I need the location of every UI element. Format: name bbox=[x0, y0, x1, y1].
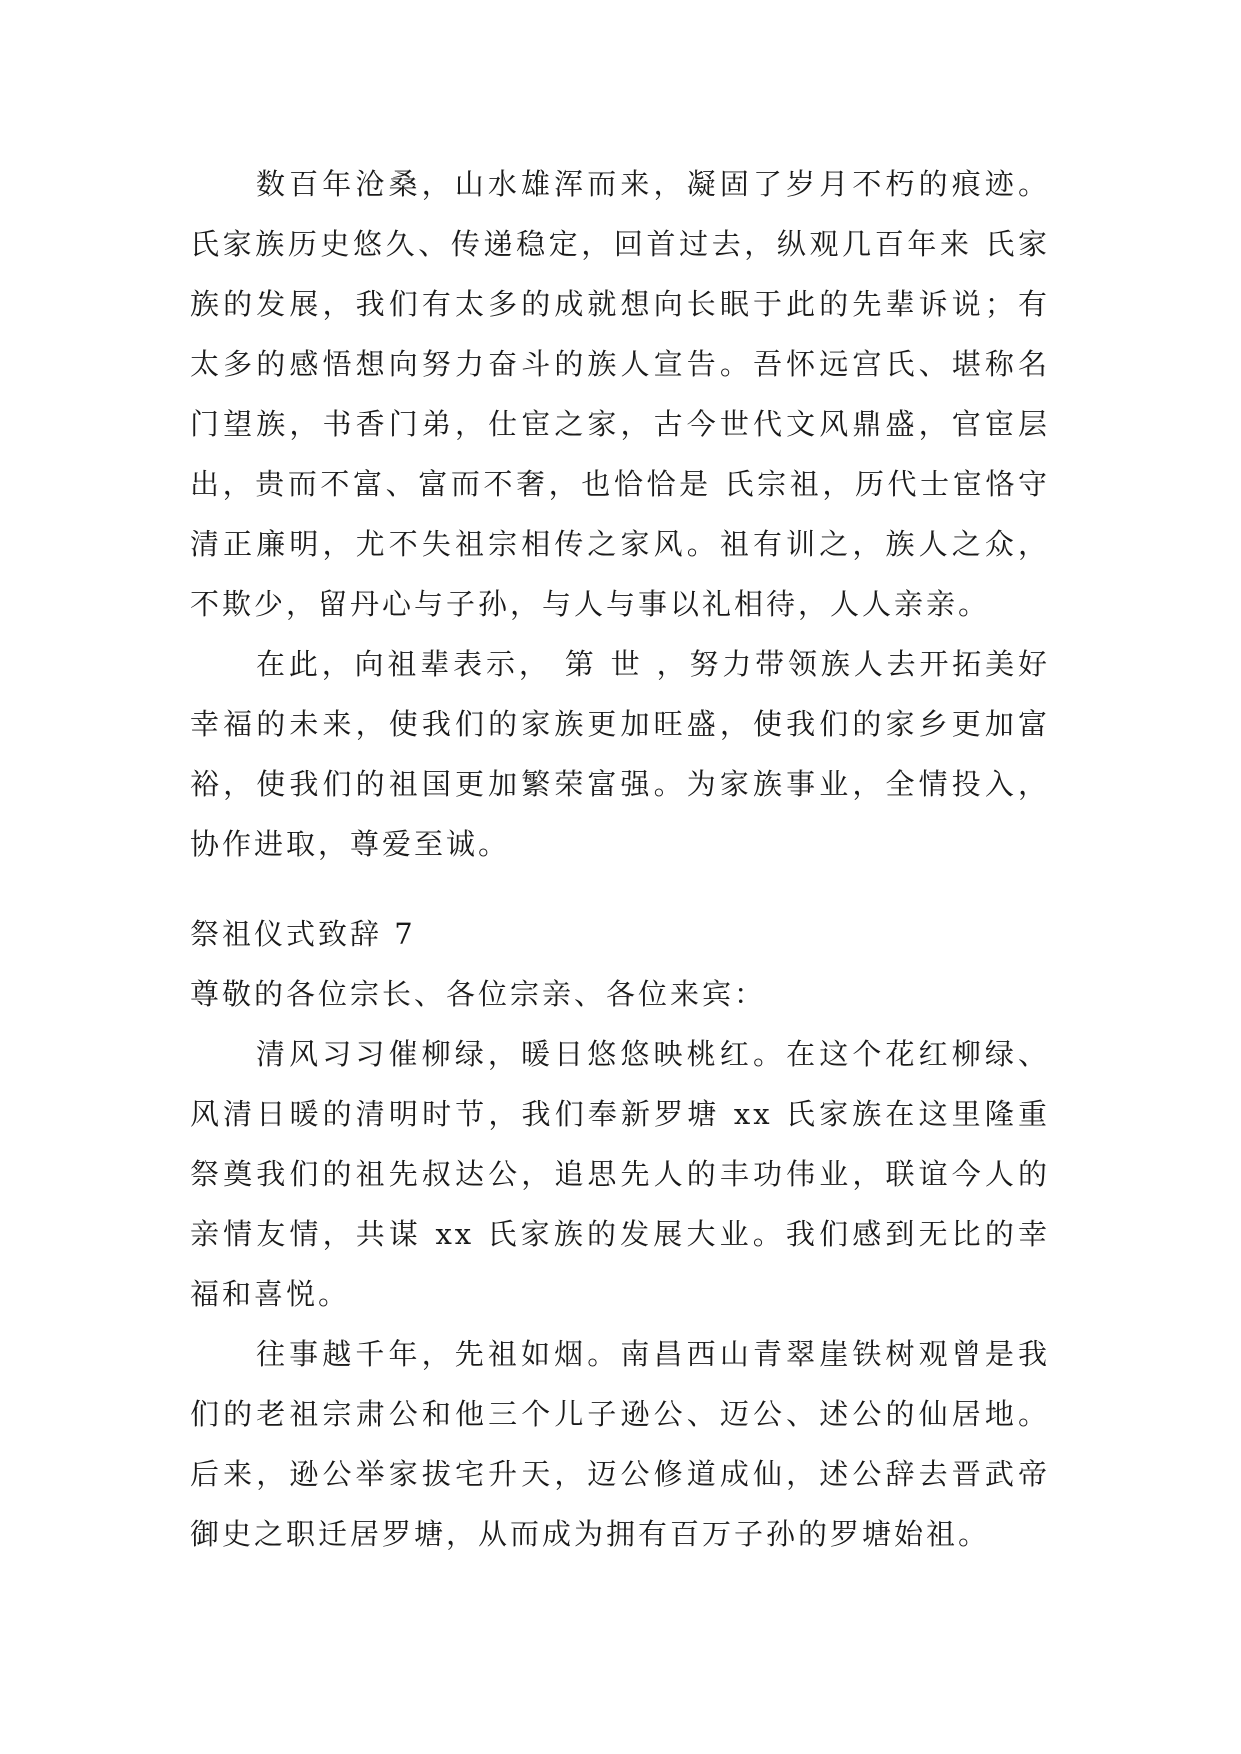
body-paragraph: 在此，向祖辈表示， 第 世 ，努力带领族人去开拓美好幸福的未来，使我们的家族更加旺盛，使我们的家乡更加富裕，使我们的祖国更加繁荣富强。为家族事业，全情投入，协作进取，尊爱至诚。 bbox=[190, 647, 1050, 861]
body-paragraph: 往事越千年，先祖如烟。南昌西山青翠崖铁树观曾是我们的老祖宗肃公和他三个儿子逊公、迈公、述公的仙居地。后来，逊公举家拔宅升天，迈公修道成仙，述公辞去晋武帝御史之职迁居罗塘，从而成为拥有百万子孙的罗塘始祖。 bbox=[190, 1337, 1050, 1551]
section-1 bbox=[190, 154, 1050, 874]
salutation: 尊敬的各位宗长、各位宗亲、各位来宾： bbox=[190, 977, 767, 1011]
section-2 bbox=[190, 904, 1050, 1564]
body-paragraph: 清风习习催柳绿，暖日悠悠映桃红。在这个花红柳绿、风清日暖的清明时节，我们奉新罗塘 xx 氏家族在这里隆重祭奠我们的祖先叔达公，追思先人的丰功伟业，联谊今人的亲情友情，共谋 xx 氏家族的发展大业。我们感到无比的幸福和喜悦。 bbox=[190, 1037, 1050, 1311]
section-title: 祭祖仪式致辞 7 bbox=[190, 917, 416, 951]
body-paragraph: 数百年沧桑，山水雄浑而来，凝固了岁月不朽的痕迹。 氏家族历史悠久、传递稳定，回首过去，纵观几百年来 氏家族的发展，我们有太多的成就想向长眠于此的先辈诉说；有太多的感悟想向努力奋斗的族人宣告。吾怀远宫氏、堪称名门望族，书香门弟，仕宦之家，古今世代文风鼎盛，官宦层出，贵而不富、富而不奢，也恰恰是 氏宗祖，历代士宦恪守清正廉明，尤不失祖宗相传之家风。祖有训之，族人之众，不欺少，留丹心与子孙，与人与事以礼相待，人人亲亲。 bbox=[190, 167, 1050, 621]
